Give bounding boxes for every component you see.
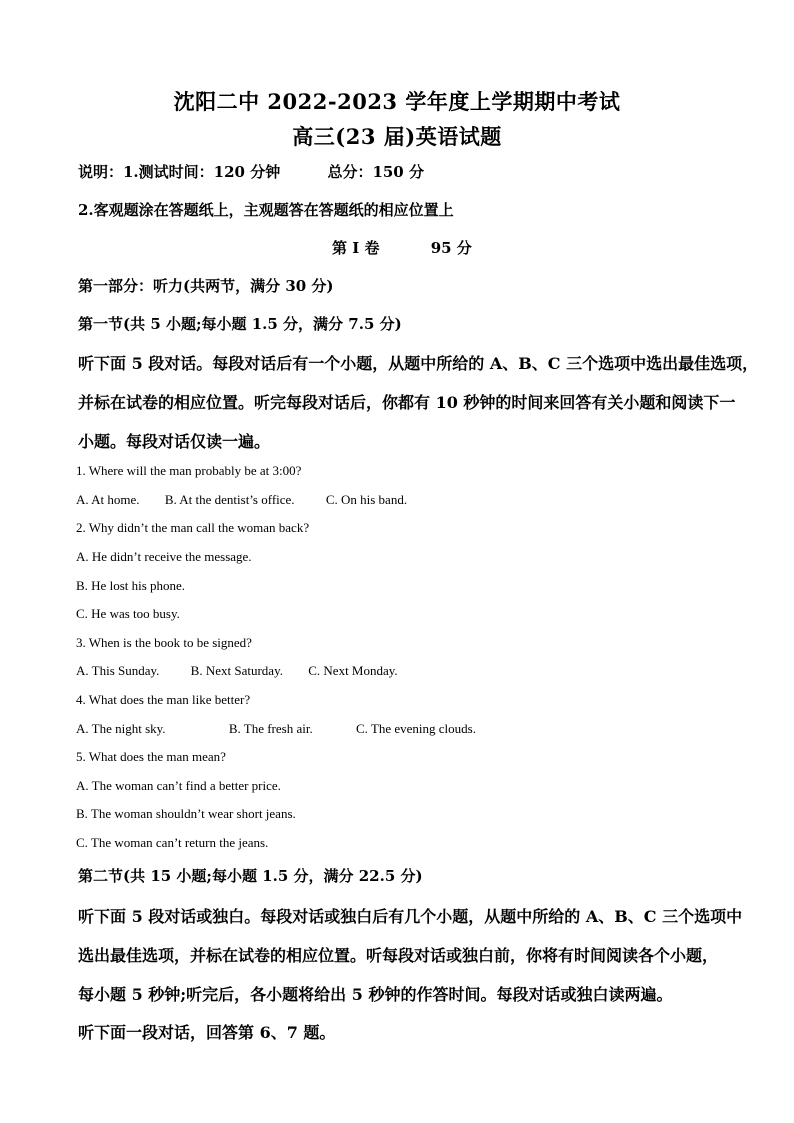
dialog-prompt: 听下面一段对话，回答第 6、7 题。 bbox=[78, 1023, 336, 1042]
question-3-stem: 3. When is the book to be signed? bbox=[76, 635, 252, 650]
question-1-options bbox=[76, 491, 407, 509]
option-b: B. Next Saturday. bbox=[190, 663, 283, 678]
section1-instruction-line: 听下面 5 段对话。每段对话后有一个小题，从题中所给的 A、B、C 三个选项中选出最佳选项， bbox=[78, 354, 759, 373]
section1-instruction-line: 并标在试卷的相应位置。听完每段对话后，你都有 10 秒钟的时间来回答有关小题和阅读下一 bbox=[78, 393, 736, 412]
section2-instruction-line: 每小题 5 秒钟;听完后，各小题将给出 5 秒钟的作答时间。每段对话或独白读两遍。 bbox=[78, 985, 673, 1004]
section1-instruction-line: 小题。每段对话仅读一遍。 bbox=[78, 432, 271, 451]
option-a: A. This Sunday. bbox=[76, 663, 160, 678]
question-3-options bbox=[76, 662, 398, 680]
volume-label: 第 I 卷 bbox=[332, 239, 380, 257]
option-b: B. The fresh air. bbox=[228, 721, 313, 736]
section2-title: 第二节(共 15 小题;每小题 1.5 分，满分 22.5 分) bbox=[78, 867, 423, 885]
option-b: B. He lost his phone. bbox=[76, 578, 186, 593]
question-4-stem: 4. What does the man like better? bbox=[76, 692, 251, 707]
option-b: B. At the dentist’s office. bbox=[164, 492, 295, 507]
section1-title: 第一节(共 5 小题;每小题 1.5 分，满分 7.5 分) bbox=[78, 315, 402, 333]
option-c: C. The woman can’t return the jeans. bbox=[76, 835, 269, 850]
option-a: A. The woman can’t find a better price. bbox=[76, 778, 281, 793]
section2-instruction-line: 听下面 5 段对话或独白。每段对话或独白后有几个小题，从题中所给的 A、B、C 三个选项中 bbox=[78, 907, 743, 926]
option-b: B. The woman shouldn’t wear short jeans. bbox=[76, 806, 296, 821]
question-5-stem: 5. What does the man mean? bbox=[76, 749, 226, 764]
option-c: C. On his band. bbox=[325, 492, 408, 507]
question-2-stem: 2. Why didn’t the man call the woman back? bbox=[76, 520, 310, 535]
test-time-note: 说明：1.测试时间：120 分钟 bbox=[78, 163, 281, 181]
part1-title: 第一部分：听力(共两节，满分 30 分) bbox=[78, 277, 334, 295]
exam-subtitle: 高三(23 届)英语试题 bbox=[292, 124, 502, 149]
option-a: A. He didn’t receive the message. bbox=[76, 549, 252, 564]
instructions-line-1 bbox=[78, 162, 424, 182]
question-4-options bbox=[76, 720, 476, 738]
total-score-note: 总分：150 分 bbox=[327, 163, 424, 181]
option-c: C. Next Monday. bbox=[308, 663, 398, 678]
option-c: C. He was too busy. bbox=[76, 606, 180, 621]
instructions-line-2: 2.客观题涂在答题纸上，主观题答在答题纸的相应位置上 bbox=[78, 201, 454, 219]
question-1-stem: 1. Where will the man probably be at 3:00? bbox=[76, 463, 302, 478]
volume-header bbox=[332, 238, 472, 258]
option-a: A. At home. bbox=[76, 492, 140, 507]
option-a: A. The night sky. bbox=[76, 721, 166, 736]
volume-score: 95 分 bbox=[430, 239, 472, 257]
section2-instruction-line: 选出最佳选项，并标在试卷的相应位置。听每段对话或独白前，你将有时间阅读各个小题， bbox=[78, 946, 719, 965]
exam-title: 沈阳二中 2022-2023 学年度上学期期中考试 bbox=[173, 89, 621, 114]
option-c: C. The evening clouds. bbox=[355, 721, 476, 736]
